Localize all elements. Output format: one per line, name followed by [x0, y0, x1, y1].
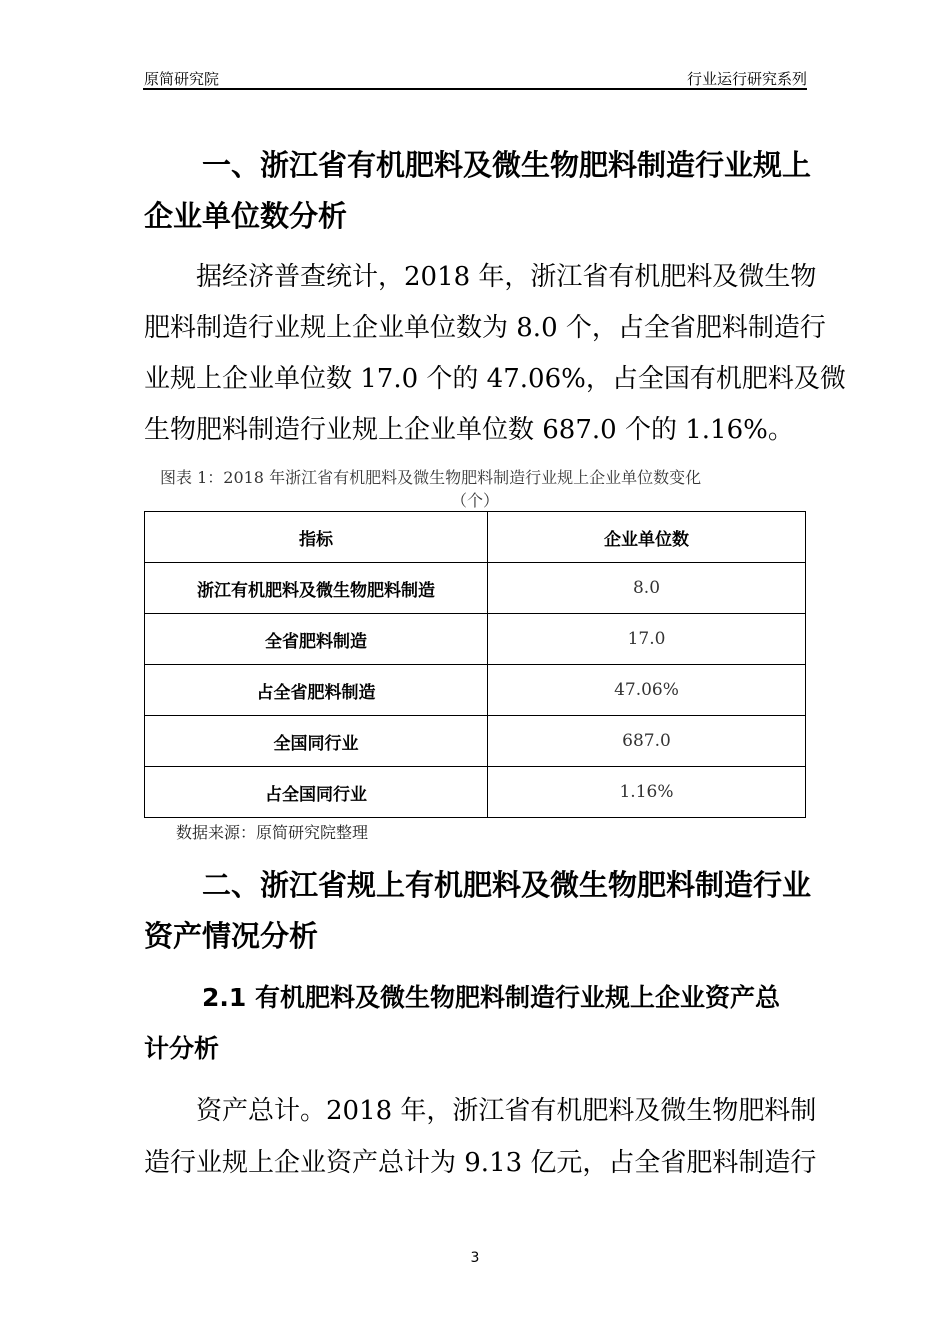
- column-header-indicator: 指标: [145, 512, 488, 563]
- section1-title-line2: 企业单位数分析: [144, 199, 348, 233]
- row-value: 47.06%: [488, 665, 806, 716]
- row-label: 全省肥料制造: [145, 614, 488, 665]
- table-row: [145, 563, 806, 614]
- row-label: 占全省肥料制造: [145, 665, 488, 716]
- table-caption-line1: 图表 1：2018 年浙江省有机肥料及微生物肥料制造行业规上企业单位数变化: [160, 468, 702, 487]
- row-label: 全国同行业: [145, 716, 488, 767]
- table-row: [145, 716, 806, 767]
- column-header-count: 企业单位数: [488, 512, 806, 563]
- section1-para-line2: 肥料制造行业规上企业单位数为 8.0 个，占全省肥料制造行: [144, 313, 826, 343]
- section2-para-line1: 资产总计。2018 年，浙江省有机肥料及微生物肥料制: [196, 1096, 817, 1126]
- section1-para-line1: 据经济普查统计，2018 年，浙江省有机肥料及微生物: [196, 262, 817, 292]
- row-value: 687.0: [488, 716, 806, 767]
- row-value: 17.0: [488, 614, 806, 665]
- page-number: 3: [470, 1250, 480, 1266]
- enterprise-count-table: [144, 511, 806, 818]
- table-row: [145, 614, 806, 665]
- header-divider: [143, 88, 807, 90]
- row-value: 8.0: [488, 563, 806, 614]
- row-label: 浙江有机肥料及微生物肥料制造: [145, 563, 488, 614]
- table-caption-line2: （个）: [450, 491, 499, 510]
- row-label: 占全国同行业: [145, 767, 488, 818]
- table-header-row: [145, 512, 806, 563]
- table-source: 数据来源：原简研究院整理: [176, 823, 369, 842]
- section2-title-line2: 资产情况分析: [144, 919, 319, 953]
- header-right: 行业运行研究系列: [686, 70, 807, 88]
- section2-title-line1: 二、浙江省规上有机肥料及微生物肥料制造行业: [202, 868, 812, 902]
- subsection-title-line2: 计分析: [144, 1034, 220, 1063]
- table-row: [145, 767, 806, 818]
- row-value: 1.16%: [488, 767, 806, 818]
- section1-title-line1: 一、浙江省有机肥料及微生物肥料制造行业规上: [202, 148, 812, 182]
- subsection-title-line1: 2.1 有机肥料及微生物肥料制造行业规上企业资产总: [202, 983, 780, 1012]
- header-left: 原简研究院: [144, 70, 220, 88]
- section1-para-line3: 业规上企业单位数 17.0 个的 47.06%，占全国有机肥料及微: [144, 364, 846, 394]
- table-row: [145, 665, 806, 716]
- section2-para-line2: 造行业规上企业资产总计为 9.13 亿元，占全省肥料制造行: [144, 1148, 817, 1178]
- section1-para-line4: 生物肥料制造行业规上企业单位数 687.0 个的 1.16%。: [144, 415, 794, 445]
